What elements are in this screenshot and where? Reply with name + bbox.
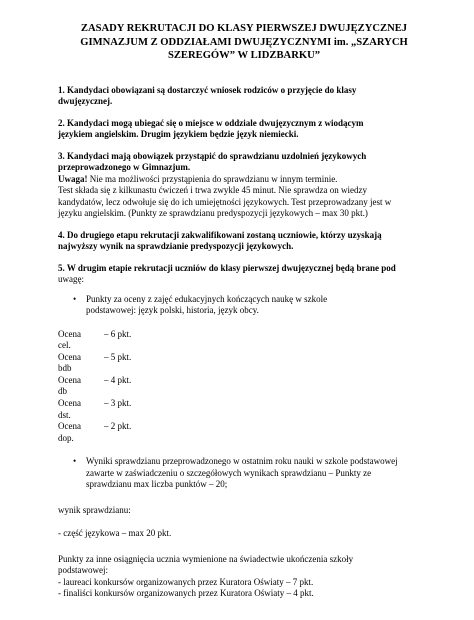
text-line: językiem angielskim. Drugim językiem będzie język niemiecki. <box>58 129 299 139</box>
grade-label: Ocena dst. <box>58 398 81 420</box>
title-line: GIMNAZJUM Z ODDZIAŁAMI DWUJĘZYCZNYMI im. „SZARYCH <box>80 36 408 48</box>
section-3 <box>58 151 434 220</box>
text-line: 3. Kandydaci mają obowiązek przystąpić do sprawdzianu uzdolnień językowych <box>58 150 367 161</box>
text-line: Punkty za oceny z zajęć edukacyjnych kończących naukę w szkole <box>86 293 328 304</box>
criteria-list-2 <box>58 456 434 491</box>
text-line: uwagę: <box>58 274 84 284</box>
text-line: podstawowej: <box>58 565 108 576</box>
uwaga-line <box>58 174 434 186</box>
grade-value: – 4 pkt. <box>104 374 132 385</box>
list-item <box>73 456 434 491</box>
grades-table <box>58 329 434 445</box>
text-line: Punkty za inne osiągnięcia ucznia wymienione na świadectwie ukończenia szkoły <box>58 553 354 564</box>
bullet-icon: • <box>73 456 77 467</box>
text-line: - laureaci konkursów organizowanych przez Kuratora Oświaty – 7 pkt. <box>58 576 314 587</box>
text-line: kandydatów, lecz odwołuje się do ich umiejętności językowych. Test przeprowadzany jest w <box>58 196 392 207</box>
text-line: najwyższy wynik na sprawdzianie predyspozycji językowych. <box>58 241 294 251</box>
criteria-list-1 <box>58 294 434 317</box>
grade-row <box>58 421 434 444</box>
section-1 <box>58 85 434 108</box>
grade-label: Ocena dop. <box>58 421 81 443</box>
text-line: podstawowej: język polski, historia, język obcy. <box>86 305 259 315</box>
grade-row <box>58 398 434 421</box>
text-line: zawarte w zaświadczeniu o szczegółowych wynikach sprawdzianu – Punkty ze <box>86 467 372 478</box>
grade-value: – 3 pkt. <box>104 398 132 409</box>
section-4 <box>58 230 434 253</box>
grade-value: – 6 pkt. <box>104 328 132 339</box>
text-line: sprawdzianu max liczba punktów – 20; <box>86 479 228 490</box>
document-title <box>58 22 430 63</box>
grade-label: Ocena cel. <box>58 328 81 351</box>
text-line: Test składa się z kilkunastu ćwiczeń i trwa zwykle 45 minut. Nie sprawdza on wiedzy <box>58 185 368 195</box>
section-5 <box>58 263 434 286</box>
grade-row <box>58 352 434 375</box>
uwaga-text: Nie ma możliwości przystąpienia do sprawdzianu w innym terminie. <box>87 173 338 184</box>
list-item <box>73 293 434 317</box>
text-line: Wyniki sprawdzianu przeprowadzonego w ostatnim roku nauki w szkole podstawowej <box>86 456 398 467</box>
grade-label: Ocena db <box>58 374 81 397</box>
wynik-label: wynik sprawdzianu: <box>58 504 131 515</box>
grade-value: – 5 pkt. <box>104 351 132 362</box>
section-2 <box>58 118 434 141</box>
text-line: języku angielskim. (Punkty ze sprawdzianu predyspozycji językowych – max 30 pkt.) <box>58 208 368 218</box>
grade-row <box>58 329 434 352</box>
text-line: - finaliści konkursów organizowanych przez Kuratora Oświaty – 4 pkt. <box>58 588 314 599</box>
title-line: SZEREGÓW” W LIDZBARKU” <box>167 50 321 61</box>
text-line: 2. Kandydaci mogą ubiegać się o miejsce w oddziale dwujęzycznym z wiodącym <box>58 117 364 128</box>
uwaga-label: Uwaga! <box>58 173 88 184</box>
bullet-icon: • <box>73 293 77 304</box>
grade-label: Ocena bdb <box>58 351 81 374</box>
text-line: 5. W drugim etapie rekrutacji uczniów do klasy pierwszej dwujęzycznej będą brane pod <box>58 262 396 273</box>
text-line: dwujęzycznej. <box>58 96 113 106</box>
grade-row <box>58 375 434 398</box>
grade-value: – 2 pkt. <box>104 421 132 432</box>
czesc-line: - część językowa – max 20 pkt. <box>58 528 172 539</box>
title-line: ZASADY REKRUTACJI DO KLASY PIERWSZEJ DWUJĘZYCZNEJ <box>80 23 408 34</box>
other-achievements <box>58 554 434 600</box>
text-line: przeprowadzonego w Gimnazjum. <box>58 162 191 172</box>
text-line: 4. Do drugiego etapu rekrutacji zakwalifikowani zostaną uczniowie, którzy uzyskają <box>58 229 382 240</box>
text-line: 1. Kandydaci obowiązani są dostarczyć wniosek rodziców o przyjęcie do klasy <box>58 84 357 95</box>
